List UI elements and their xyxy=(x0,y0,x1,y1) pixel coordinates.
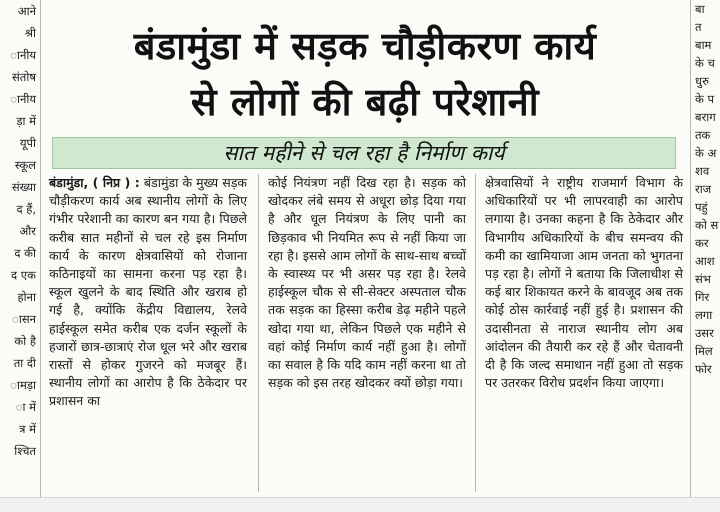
right-line: राज xyxy=(695,182,712,196)
right-line: लगा xyxy=(695,308,713,322)
right-line: उसर xyxy=(695,326,714,340)
article-column-1 xyxy=(49,174,247,411)
right-line: त xyxy=(695,20,702,34)
column-2-text: कोई नियंत्रण नहीं दिख रहा है। सड़क को खोदकर लंबे समय से अधूरा छोड़ दिया गया है और धूल नियंत्रण के लिए पानी का छिड़काव भी नियमित रूप से नहीं किया जा रहा है। इससे आम लोगों के साथ-साथ बच्चों के स्वास्थ्य पर भी असर पड़ रहा है। रेलवे हाईस्कूल चौक से सी-सेक्टर अस्पताल चौक तक सड़क का हिस्सा करीब डेढ़ महीने पहले खोदा गया था, लेकिन पिछले एक महीने से वहां कोई निर्माण कार्य नहीं हुआ है। लोगों का सवाल है कि यदि काम नहीं करना था तो सड़क को इस तरह खोदकर क्यों छोड़ा गया। xyxy=(268,175,466,391)
subheadline: सात महीने से चल रहा है निर्माण कार्य xyxy=(223,141,505,165)
column-rule-left xyxy=(40,0,41,500)
right-line: के च xyxy=(695,56,715,70)
left-line: ानीय xyxy=(10,92,36,106)
subheadline-banner xyxy=(52,137,676,169)
right-line: कर xyxy=(695,236,709,250)
right-line: धुरु xyxy=(695,74,709,88)
right-line: मिल xyxy=(695,344,713,358)
right-line: तक xyxy=(695,128,711,142)
right-line: बराग xyxy=(695,110,716,124)
right-line: गिर xyxy=(695,290,710,304)
left-line: श्री xyxy=(24,26,36,40)
right-line: के प xyxy=(695,92,715,106)
left-line: ा में xyxy=(15,400,36,414)
column-rule-1 xyxy=(258,174,259,492)
right-line: बाम xyxy=(695,38,712,52)
left-line: स्कूल xyxy=(14,158,36,172)
column-3-text: क्षेत्रवासियों ने राष्ट्रीय राजमार्ग विभाग के अधिकारियों पर भी लापरवाही का आरोप लगाया है। उनका कहना है कि ठेकेदार और विभागीय अधिकारियों के बीच समन्वय की कमी का खामियाजा आम जनता को भुगतना पड़ रहा है। लोगों ने बताया कि जिलाधीश से कई बार शिकायत करने के बावजूद अब तक कोई ठोस कार्रवाई नहीं हुई है। प्रशासन की उदासीनता से नाराज स्थानीय लोग अब आंदोलन की तैयारी कर रहे हैं और चेतावनी दी है कि जल्द समाधान नहीं हुआ तो सड़क पर उतरकर विरोध प्रदर्शन किया जाएगा। xyxy=(485,175,683,391)
left-line: त्र में xyxy=(19,422,36,436)
right-line: फोर xyxy=(695,362,712,376)
bottom-strip xyxy=(0,497,720,512)
headline-line-2: से लोगों की बढ़ी परेशानी xyxy=(190,80,540,124)
left-line: ामड़ा xyxy=(10,378,36,392)
next-article-fragment xyxy=(695,0,720,511)
left-line: यूपी xyxy=(19,136,36,150)
right-line: के अ xyxy=(695,146,717,160)
left-line: ड़ा में xyxy=(16,114,36,128)
column-rule-right xyxy=(690,0,691,500)
column-rule-2 xyxy=(475,174,476,492)
right-line: बा xyxy=(695,2,705,16)
left-line: संतोष xyxy=(12,70,36,84)
left-line: द हैं, xyxy=(16,202,36,216)
left-line: द की xyxy=(14,246,36,260)
right-line: पहुं xyxy=(695,200,708,214)
headline xyxy=(45,18,685,130)
dateline: बंडामुंडा, ( निप्र ) : xyxy=(49,175,140,190)
headline-line-1: बंडामुंडा में सड़क चौड़ीकरण कार्य xyxy=(133,24,597,68)
right-line: आश xyxy=(695,254,715,268)
left-line: संख्या xyxy=(11,180,36,194)
article-column-2 xyxy=(268,174,466,392)
left-line: को है xyxy=(14,334,36,348)
left-line: और xyxy=(19,224,36,238)
left-line: ानीय xyxy=(10,48,36,62)
right-line: को स xyxy=(695,218,719,232)
left-line: द एक xyxy=(11,268,36,282)
left-line: ासन xyxy=(12,312,36,326)
right-line: संभ xyxy=(695,272,711,286)
left-line: श्चित xyxy=(14,444,36,458)
article-column-3 xyxy=(485,174,683,392)
prev-article-fragment xyxy=(0,0,37,511)
left-line: आने xyxy=(17,4,36,18)
left-line: ता दी xyxy=(13,356,36,370)
column-1-text: बंडामुंडा के मुख्य सड़क चौड़ीकरण कार्य अब स्थानीय लोगों के लिए गंभीर परेशानी का कारण बन गया है। पिछले करीब सात महीनों से चल रहे इस निर्माण कार्य के कारण क्षेत्रवासियों को रोजाना कठिनाइयों का सामना करना पड़ रहा है। स्कूल खुलने के बाद स्थिति और खराब हो गई है, क्योंकि केंद्रीय विद्यालय, रेलवे हाईस्कूल समेत करीब एक दर्जन स्कूलों के हजारों छात्र-छात्राएं रोज धूल भरे और खराब रास्तों से होकर गुजरने को मजबूर हैं। स्थानीय लोगों का आरोप है कि ठेकेदार पर प्रशासन का xyxy=(49,175,247,409)
left-line: होना xyxy=(17,290,36,304)
right-line: शव xyxy=(695,164,710,178)
